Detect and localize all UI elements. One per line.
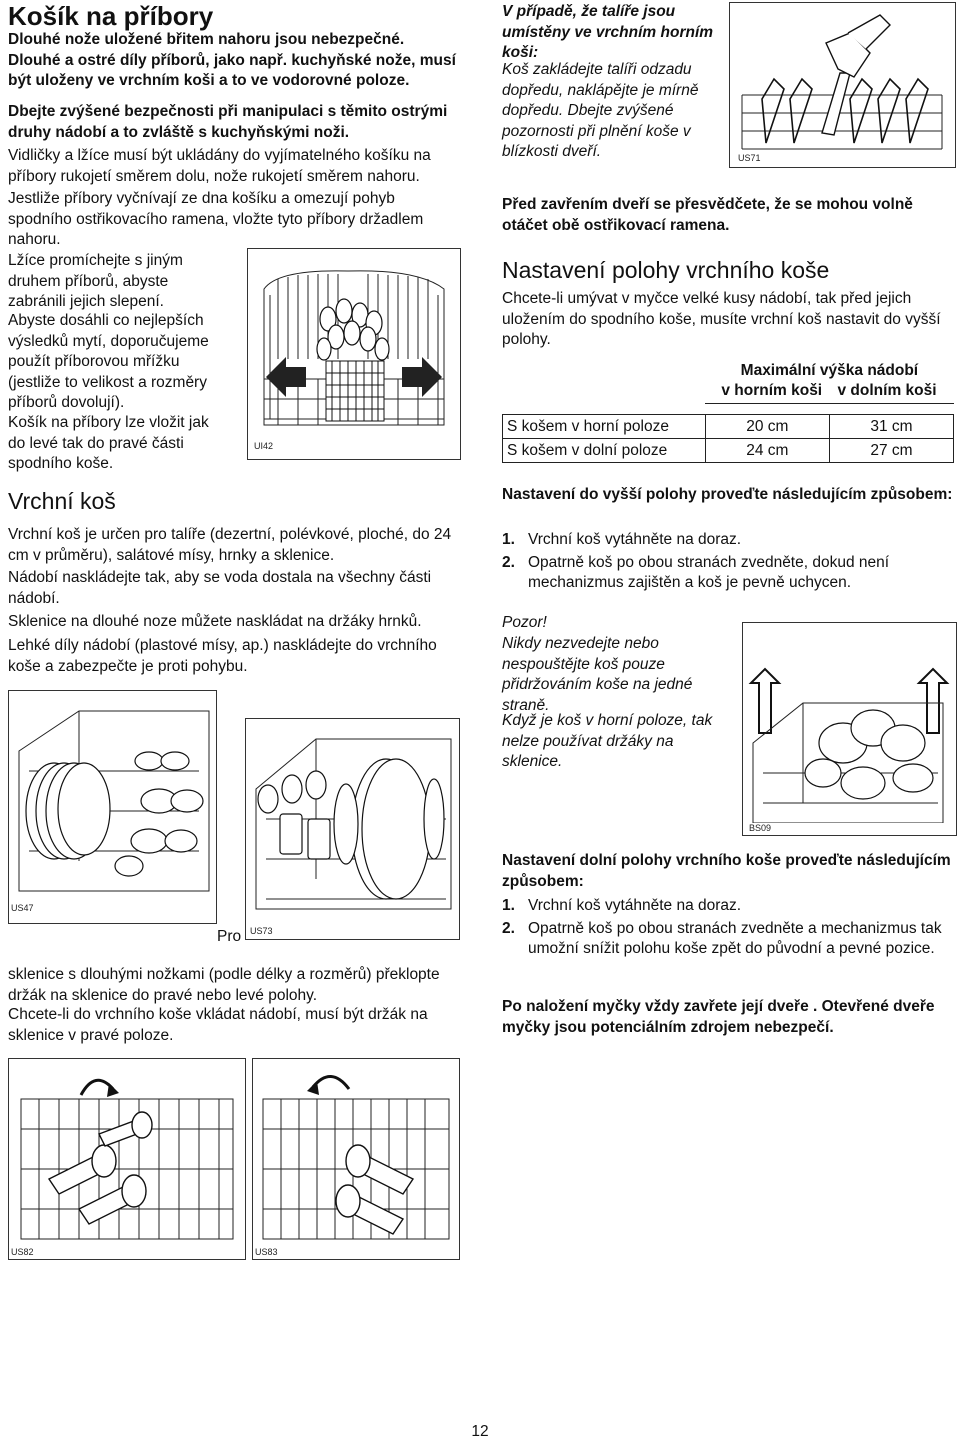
- cutlery-para-4: Abyste dosáhli co nejlepších výsledků mytí, doporučujeme použít příborovou mřížku (jestliže to velikost a rozměry příborů dovolují).: [8, 312, 209, 411]
- step-number: 1.: [502, 531, 515, 548]
- plates-note: Před zavřením dveří se přesvědčete, že se mohou volně otáčet obě ostřikovací ramena.: [502, 196, 913, 234]
- upper-basket-figure-right: [245, 718, 460, 940]
- figure-caption: UI42: [254, 441, 274, 451]
- cutlery-basket-title: Košík na příbory: [8, 1, 214, 31]
- glass-holder-figure-right: [252, 1058, 460, 1260]
- adjust-up-steps: [502, 530, 954, 596]
- figure-label-pro: Pro: [217, 928, 242, 945]
- figure-caption: US83: [255, 1247, 278, 1257]
- table-row-label: S košem v horní poloze: [503, 415, 706, 439]
- figure-caption: US71: [738, 153, 761, 163]
- cutlery-para-5: Košík na příbory lze vložit jak do levé tak do pravé části spodního koše.: [8, 414, 209, 472]
- rotate-arrow-icon: [307, 1081, 319, 1095]
- glass-holder-figure-left: [8, 1058, 246, 1260]
- cutlery-warning-2: Dbejte zvýšené bezpečnosti při manipulaci s těmito ostrými druhy nádobí a to zvláště s kuchyňskými noži.: [8, 103, 448, 141]
- cutlery-warning-1: Dlouhé nože uložené břitem nahoru jsou nebezpečné. Dlouhé a ostré díly příborů, jako např. kuchyňské nože, musí být uloženy ve vrchním koši a to ve vodorovné poloze.: [8, 31, 456, 89]
- plates-text: Koš zakládejte talíři odzadu dopředu, naklápějte je mírně dopředu. Dbejte zvýšené pozornosti při plnění koše v blízkosti dveří.: [502, 61, 699, 160]
- left-arrow-icon: [266, 357, 306, 397]
- step-text: Opatrně koš po obou stranách zvedněte, dokud není mechanizmus zajištěn a koš je pevně uchycen.: [528, 553, 890, 591]
- cutlery-para-1: Vidličky a lžíce musí být ukládány do vyjímatelného košíku na příbory rukojetí směrem dolu, nože rukojetí směrem nahoru.: [8, 147, 431, 185]
- list-item: [502, 896, 954, 917]
- step-number: 2.: [502, 919, 515, 937]
- table-row: [503, 439, 954, 463]
- cutlery-para-2: Jestliže příbory vyčnívají ze dna košíku a omezují pohyb spodního ostřikovacího ramena, vložte tyto příbory držadlem nahoru.: [8, 190, 424, 248]
- list-item: [502, 530, 954, 551]
- page-number: 12: [471, 1423, 489, 1440]
- plates-figure: [729, 2, 956, 168]
- table-row: [503, 415, 954, 439]
- table-cell-lower: 31 cm: [829, 415, 953, 439]
- upper-basket-title: Vrchní koš: [8, 488, 116, 514]
- cutlery-basket-figure: [247, 248, 461, 460]
- table-header-main: Maximální výška nádobí: [740, 362, 919, 379]
- step-number: 1.: [502, 897, 515, 914]
- table-cell-upper: 24 cm: [705, 439, 829, 463]
- table-cell-lower: 27 cm: [829, 439, 953, 463]
- caution-text: Nikdy nezvedejte nebo nespouštějte koš pouze přidržováním koše na jedné straně.: [502, 635, 693, 714]
- caution-text-2: Když je koš v horní poloze, tak nelze používat držáky na sklenice.: [502, 712, 713, 770]
- figure-caption: BS09: [749, 823, 772, 833]
- upper-basket-para-5: sklenice s dlouhými nožkami (podle délky a rozměrů) překlopte držák na sklenice do pravé nebo levé polohy.: [8, 966, 440, 1004]
- plates-heading: V případě, že talíře jsou umístěny ve vrchním horním koši:: [502, 3, 714, 61]
- table-col-lower: v dolním koši: [837, 382, 937, 399]
- step-text: Vrchní koš vytáhněte na doraz.: [528, 897, 742, 914]
- right-arrow-icon: [402, 357, 442, 397]
- table-cell-upper: 20 cm: [705, 415, 829, 439]
- step-text: Vrchní koš vytáhněte na doraz.: [528, 531, 742, 548]
- rotate-arrow-icon: [107, 1083, 119, 1097]
- basket-height-figure: [742, 622, 957, 836]
- upper-basket-para-2: Nádobí naskládejte tak, aby se voda dostala na všechny části nádobí.: [8, 569, 432, 607]
- table-header: [705, 357, 953, 404]
- adjust-intro: Chcete-li umývat v myčce velké kusy nádobí, tak před jejich uložením do spodního koše, musíte vrchní koš nastavit do vyšší polohy.: [502, 290, 941, 348]
- step-number: 2.: [502, 553, 515, 571]
- up-arrow-icon: [751, 669, 779, 733]
- upper-basket-figure-left: [8, 690, 217, 924]
- table-col-upper: v horním koši: [721, 382, 823, 399]
- figure-caption: US73: [250, 926, 273, 936]
- figure-caption: US82: [11, 1247, 34, 1257]
- caution-title: Pozor!: [502, 614, 547, 631]
- height-table: [502, 357, 954, 463]
- list-item: [502, 553, 954, 594]
- upper-basket-para-4: Lehké díly nádobí (plastové mísy, ap.) naskládejte do vrchního koše a zabezpečte je proti pohybu.: [8, 637, 437, 675]
- cutlery-para-3: Lžíce promíchejte s jiným druhem příborů, abyste zabránili jejich slepení.: [8, 252, 183, 310]
- adjust-title: Nastavení polohy vrchního koše: [502, 257, 830, 283]
- list-item: [502, 919, 954, 960]
- upper-basket-para-3: Sklenice na dlouhé noze můžete naskládat na držáky hrnků.: [8, 613, 422, 630]
- step-text: Opatrně koš po obou stranách zvedněte a mechanizmus tak umožní snížit polohu koše zpět do původní a pevné pozice.: [528, 919, 942, 957]
- adjust-down-steps: [502, 896, 954, 962]
- upper-basket-para-1: Vrchní koš je určen pro talíře (dezertní, polévkové, ploché, do 24 cm v průměru), salátové mísy, hrnky a sklenice.: [8, 526, 452, 564]
- upper-basket-para-6: Chcete-li do vrchního koše vkládat nádobí, musí být držák na sklenice v pravé poloze.: [8, 1006, 428, 1044]
- final-warning: Po naložení myčky vždy zavřete její dveře . Otevřené dveře myčky jsou potenciálním zdrojem nebezpečí.: [502, 998, 935, 1036]
- figure-caption: US47: [11, 903, 34, 913]
- table-row-label: S košem v dolní poloze: [503, 439, 706, 463]
- adjust-down-heading: Nastavení dolní polohy vrchního koše proveďte následujícím způsobem:: [502, 852, 951, 890]
- adjust-up-heading: Nastavení do vyšší polohy proveďte následujícím způsobem:: [502, 486, 953, 503]
